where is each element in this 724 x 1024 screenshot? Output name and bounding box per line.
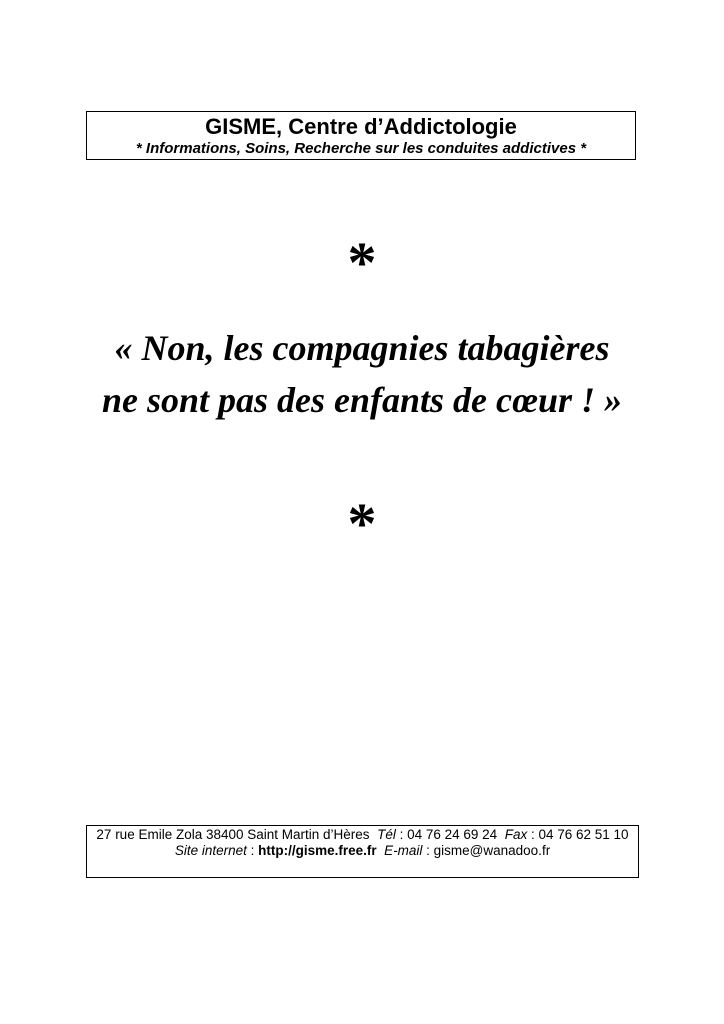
tel-label: Tél [377, 827, 396, 842]
quote-line-2: ne sont pas des enfants de cœur ! » [101, 380, 623, 420]
header-box [86, 111, 636, 160]
site-separator: : [246, 843, 259, 858]
tel-value: : 04 76 24 69 24 [395, 827, 498, 842]
email-value[interactable]: : gisme@wanadoo.fr [422, 843, 551, 858]
fax-value: : 04 76 62 51 10 [527, 827, 629, 842]
quote-line-1: « Non, les compagnies tabagières [114, 328, 610, 368]
fax-label: Fax [504, 827, 528, 842]
contact-line-web [95, 843, 630, 859]
quote-block [0, 322, 724, 426]
asterisk-separator-top: * [347, 230, 377, 295]
website-link[interactable]: http://gisme.free.fr [258, 843, 377, 858]
address-text: 27 rue Emile Zola 38400 Saint Martin d’Hères [96, 827, 370, 842]
organization-subtitle: * Informations, Soins, Recherche sur les conduites addictives * [135, 140, 587, 157]
site-label: Site internet [174, 843, 247, 858]
contact-footer [86, 825, 639, 878]
asterisk-separator-bottom: * [347, 491, 377, 556]
contact-line-address [95, 827, 630, 843]
organization-title: GISME, Centre d’Addictologie [205, 114, 517, 139]
email-label: E-mail [384, 843, 423, 858]
